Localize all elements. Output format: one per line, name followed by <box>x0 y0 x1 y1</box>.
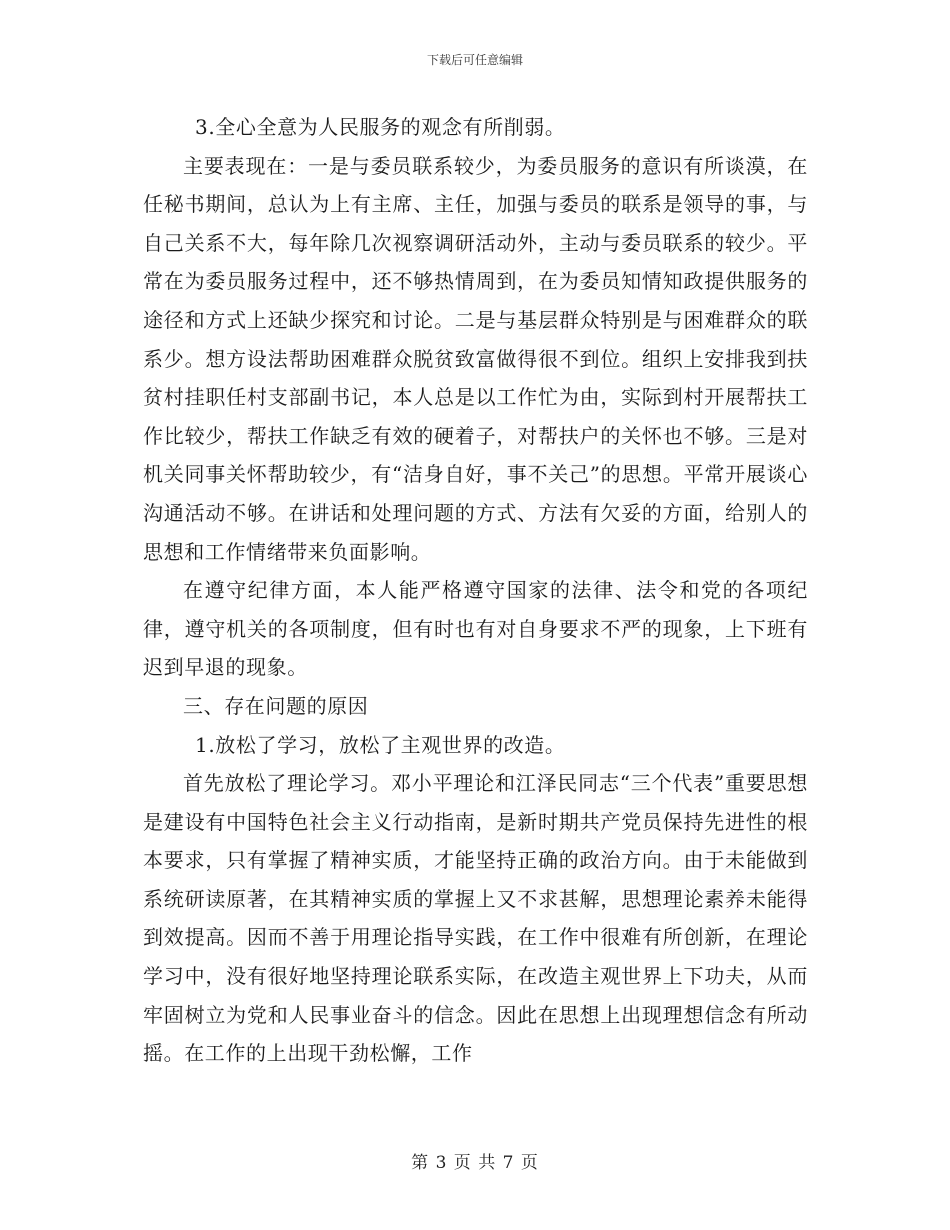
paragraph-theory-study: 首先放松了理论学习。邓小平理论和江泽民同志“三个代表”重要思想是建设有中国特色社会主义行动指南，是新时期共产党员保持先进性的根本要求，只有掌握了精神实质，才能坚持正确的政治方向。由于未能做到系统研读原著，在其精神实质的掌握上又不求甚解，思想理论素养未能得到效提高。因而不善于用理论指导实践，在工作中很难有所创新，在理论学习中，没有很好地坚持理论联系实际，在改造主观世界上下功夫，从而牢固树立为党和人民事业奋斗的信念。因此在思想上出现理想信念有所动摇。在工作的上出现干劲松懈，工作 <box>143 771 808 1066</box>
page-number-footer: 第 3 页 共 7 页 <box>411 1153 539 1173</box>
page-header-note: 下载后可任意编辑 <box>426 53 523 67</box>
section-heading-causes: 三、存在问题的原因 <box>183 693 369 718</box>
section-item-1: 1.放松了学习，放松了主观世界的改造。 <box>195 732 566 757</box>
paragraph-main-performance: 主要表现在：一是与委员联系较少，为委员服务的意识有所谈漠，在任秘书期间，总认为上有主席、主任，加强与委员的联系是领导的事，与自己关系不大，每年除几次视察调研活动外，主动与委员联系的较少。平常在为委员服务过程中，还不够热情周到，在为委员知情知政提供服务的途径和方式上还缺少探究和讨论。二是与基层群众特别是与困难群众的联系少。想方设法帮助困难群众脱贫致富做得很不到位。组织上安排我到扶贫村挂职任村支部副书记，本人总是以工作忙为由，实际到村开展帮扶工作比较少，帮扶工作缺乏有效的硬着子，对帮扶户的关怀也不够。三是对机关同事关怀帮助较少，有“洁身自好，事不关己”的思想。平常开展谈心沟通活动不够。在讲话和处理问题的方式、方法有欠妥的方面，给别人的思想和工作情绪带来负面影响。 <box>143 153 808 564</box>
paragraph-discipline: 在遵守纪律方面，本人能严格遵守国家的法律、法令和党的各项纪律，遵守机关的各项制度，但有时也有对自身要求不严的现象，上下班有迟到早退的现象。 <box>143 578 808 680</box>
section-item-3: 3.全心全意为人民服务的观念有所削弱。 <box>195 115 566 139</box>
document-body <box>143 108 808 1073</box>
